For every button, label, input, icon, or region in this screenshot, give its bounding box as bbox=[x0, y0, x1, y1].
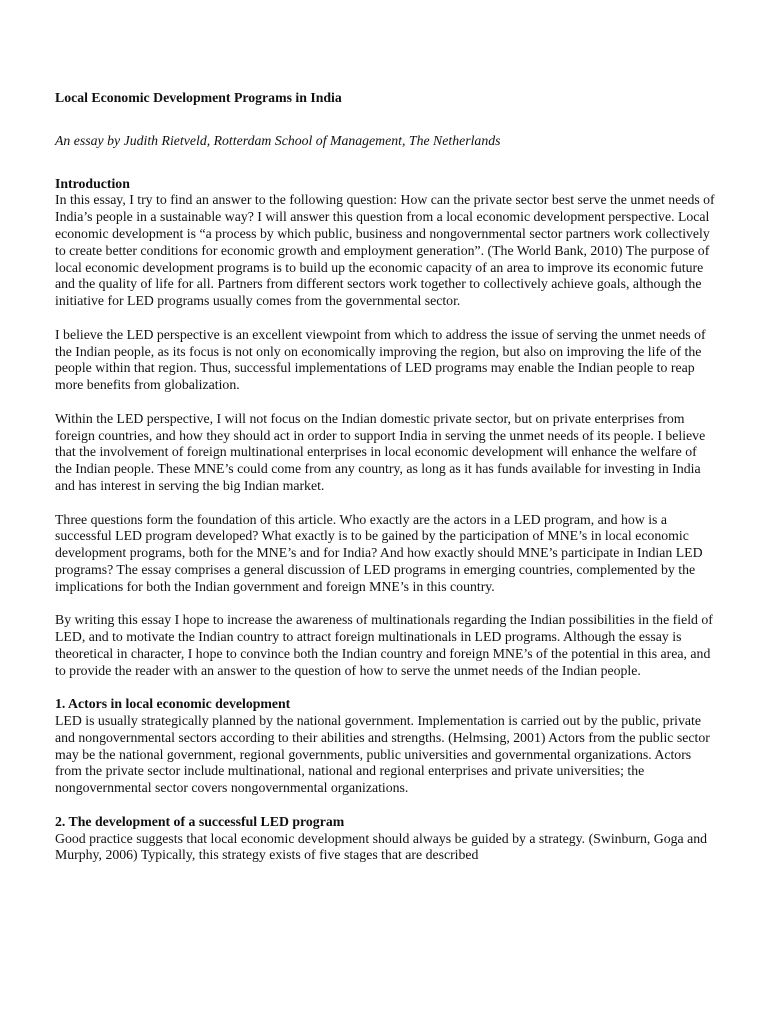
paragraph: LED is usually strategically planned by the national government. Implementation is carried out by the public, private and nongovernmental sectors according to their abilities and strengths. (Helmsing, 2001) Actors from the public sector may be the national government, regional governments, public universities and governmental organizations. Actors from the private sector include multinational, national and regional enterprises and private universities; the nongovernmental sector covers nongovernmental organizations. bbox=[55, 713, 710, 796]
document-page bbox=[55, 90, 715, 881]
section-heading-development: 2. The development of a successful LED program bbox=[55, 813, 345, 829]
paragraph: Three questions form the foundation of this article. Who exactly are the actors in a LED program, and how is a successful LED program developed? What exactly is to be gained by the participation of MNE’s in local economic development programs, both for the MNE’s and for India? And how exactly should MNE’s participate in Indian LED programs? The essay comprises a general discussion of LED programs in emerging countries, complemented by the implications for both the Indian government and foreign MNE’s in this country. bbox=[55, 511, 703, 594]
document-subtitle: An essay by Judith Rietveld, Rotterdam School of Management, The Netherlands bbox=[55, 132, 501, 148]
section-heading-actors: 1. Actors in local economic development bbox=[55, 696, 291, 712]
paragraph: In this essay, I try to find an answer to the following question: How can the private sector best serve the unmet needs of India’s people in a sustainable way? I will answer this question from a local economic development perspective. Local economic development is “a process by which public, business and nongovernmental sector partners work collectively to create better conditions for economic growth and employment generation”. (The World Bank, 2010) The purpose of local economic development programs is to build up the economic capacity of an area to improve its economic future and the quality of life for all. Partners from different sectors work together to collectively achieve goals, although the initiative for LED programs usually comes from the governmental sector. bbox=[55, 192, 715, 309]
paragraph: Good practice suggests that local economic development should always be guided by a strategy. (Swinburn, Goga and Murphy, 2006) Typically, this strategy exists of five stages that are described bbox=[55, 830, 707, 863]
paragraph: By writing this essay I hope to increase the awareness of multinationals regarding the Indian possibilities in the field of LED, and to motivate the Indian country to attract foreign multinationals in LED programs. Although the essay is theoretical in character, I hope to convince both the Indian country and foreign MNE’s of the potential in this area, and to provide the reader with an answer to the question of how to serve the unmet needs of the Indian people. bbox=[55, 612, 713, 678]
paragraph: I believe the LED perspective is an excellent viewpoint from which to address the issue of serving the unmet needs of the Indian people, as its focus is not only on economically improving the region, but also on improving the life of the people within that region. Thus, successful implementations of LED programs may enable the Indian people to reap more benefits from globalization. bbox=[55, 326, 706, 393]
paragraph: Within the LED perspective, I will not focus on the Indian domestic private sector, but on private enterprises from foreign countries, and how they should act in order to support India in serving the unmet needs of its people. I believe that the involvement of foreign multinational enterprises in local economic development will enhance the welfare of the Indian people. These MNE’s could come from any country, as long as it has funds available for investing in India and has interest in serving the big Indian market. bbox=[55, 410, 706, 493]
section-heading-introduction: Introduction bbox=[55, 175, 130, 191]
document-title: Local Economic Development Programs in India bbox=[55, 90, 342, 105]
